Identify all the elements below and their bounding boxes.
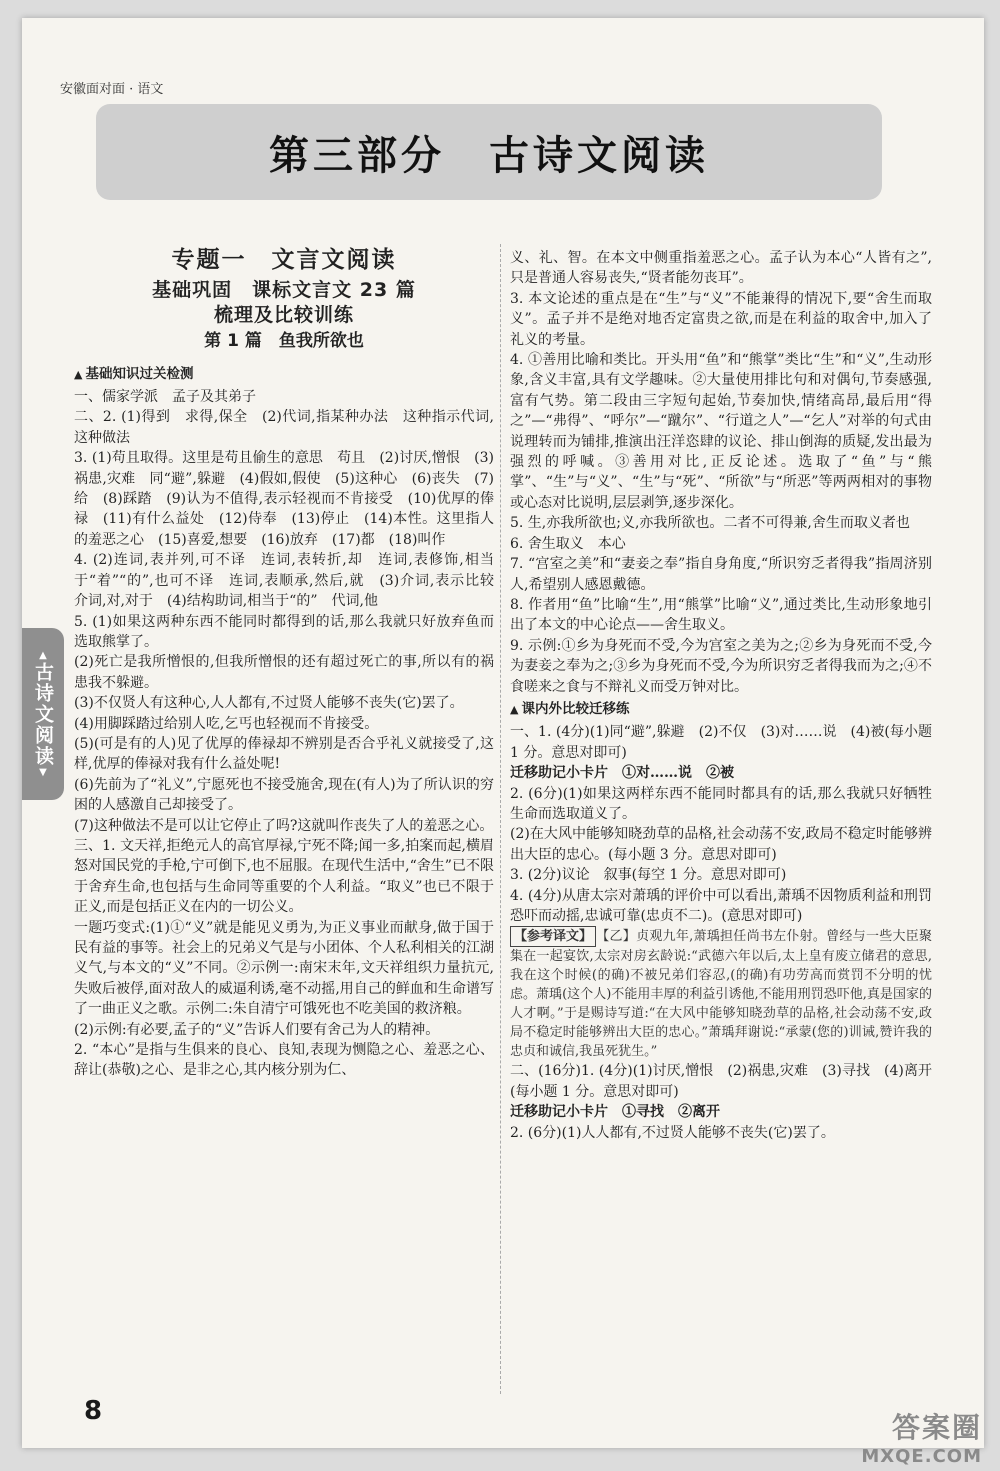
answer-line: (4)用脚踩踏过给别人吃,乞丐也轻视而不肯接受。 (74, 715, 379, 732)
answer-line: 义、礼、智。在本文中侧重指羞恶之心。孟子认为本心“人皆有之”,只是普通人容易丧失,“贤者能勿丧耳”。 (510, 250, 932, 287)
section-heading (74, 364, 494, 385)
answer-line: (2)在大风中能够知晓劲草的品格,社会动荡不安,政局不稳定时能够辨出大臣的忠心。(每小题 3 分。意思对即可) (510, 826, 932, 863)
answer-line: (2)死亡是我所憎恨的,但我所憎恨的还有超过死亡的事,所以有的祸患我不躲避。 (74, 654, 494, 691)
triangle-icon: ▲ (510, 702, 519, 716)
answer-line: (6)先前为了“礼义”,宁愿死也不接受施舍,现在(有人)为了所认识的穷困的人感激自己却接受了。 (74, 776, 494, 814)
answer-line: 3. 本文论述的重点是在“生”与“义”不能兼得的情况下,要“舍生而取义”。孟子并不是绝对地否定富贵之欲,而是在利益的取舍中,加入了礼义的考量。 (510, 290, 932, 348)
left-column (74, 247, 508, 1081)
answer-line: 6. 舍生取义 本心 (510, 535, 626, 552)
memory-card: 迁移助记小卡片 ①寻找 ②离开 (510, 1104, 720, 1121)
answer-line: (3)不仅贤人有这种心,人人都有,不过贤人能够不丧失(它)罢了。 (74, 695, 464, 712)
answer-line: 4. (2)连词,表并列,可不译 连词,表转折,却 连词,表修饰,相当于“着”“的”,也可不译 连词,表顺承,然后,就 (3)介词,表示比较 介词,对,对于 (4)结构助词,相当于“的” 代词,他 (74, 552, 508, 610)
answer-line: 2. (6分)(1)如果这两样东西不能同时都具有的话,那么我就只好牺牲生命而选取道义了。 (510, 785, 932, 822)
answer-line: 4. ①善用比喻和类比。开头用“鱼”和“熊掌”类比“生”和“义”,生动形象,含义丰富,具有文学趣味。②大量使用排比句和对偶句,节奏感强,富有气势。第二段由三字短句起始,节奏加快,情绪高昂,最后用“得之”—“弗得”、“呼尔”—“蹴尔”、“行道之人”—“乞人”对举的句式由说理转而为铺排,推演出汪洋恣肆的议论、排山倒海的质疑,发出最为强烈的呼喊。③善用对比,正反论述。选取了“鱼”与“熊掌”、“生”与“义”、“生”与“死”、“所欲”与“所恶”等两两相对的事物或心态对比说明,层层剥笋,逐步深化。 (510, 352, 932, 511)
answer-line: (7)这种做法不是可以让它停止了吗?这就叫作丧失了人的羞恶之心。 (74, 817, 494, 834)
answer-line: 8. 作者用“鱼”比喻“生”,用“熊掌”比喻“义”,通过类比,生动形象地引出了本文的中心论点——舍生取义。 (510, 596, 932, 634)
triangle-icon: ▲ (74, 367, 83, 381)
part-banner (96, 104, 882, 200)
answer-line: 3. (1)苟且取得。这里是苟且偷生的意思 苟且 (2)讨厌,憎恨 (3)祸患,灾难 同“避”,躲避 (4)假如,假使 (5)这种心 (6)丧失 (7)给 (8)踩踏 (9)认为不值得,表示轻视而不肯接受 (10)优厚的俸禄 (11)有什么益处 (12)侍奉 (13)停止 (14)本性。这里指人的羞恶之心 (15)喜爱,想要 (16)放弃 (17)都 (18)叫作 (74, 450, 494, 548)
side-tab[interactable] (22, 628, 64, 800)
right-column (510, 248, 932, 1143)
page-number: 8 (84, 1396, 103, 1426)
answer-line: 2. (6分)(1)人人都有,不过贤人能够不丧失(它)罢了。 (510, 1124, 835, 1141)
answer-line: 2. “本心”是指与生俱来的良心、良知,表现为恻隐之心、羞恶之心、辞让(恭敬)之心、是非之心,其内核分别为仁、 (74, 1042, 494, 1079)
answer-line: (5)(可是有的人)见了优厚的俸禄却不辨别是否合乎礼义就接受了,这样,优厚的俸禄对我有什么益处呢! (74, 735, 494, 773)
watermark-logo (861, 1406, 982, 1467)
answer-line: 一题巧变式:(1)①“义”就是能见义勇为,为正义事业而献身,做于国于民有益的事等。社会上的兄弟义气是与小团体、个人私利相关的江湖义气,与本文的“义”不同。②示例一:南宋末年,文天祥组织力量抗元,失败后被俘,面对敌人的威逼利诱,毫不动摇,用自己的鲜血和生命谱写了一曲正义之歌。示例二:朱自清宁可饿死也不吃美国的救济粮。 (74, 919, 494, 1018)
running-header: 安徽面对面 · 语文 (60, 82, 164, 97)
topic-heading: 专题一 文言文阅读 (171, 247, 397, 273)
answer-line: 3. (2分)议论 叙事(每空 1 分。意思对即可) (510, 867, 787, 884)
watermark-main: 答案圈 (891, 1411, 982, 1444)
watermark-url: MXQE.COM (861, 1446, 982, 1467)
answer-line: 三、1. 文天祥,拒绝元人的高官厚禄,宁死不降;闻一多,拍案而起,横眉怒对国民党的手枪,宁可倒下,也不屈服。在现代生活中,“舍生”已不限于舍弃生命,也包括与生命同等重要的个人利益。“取义”也已不限于正义,而是包括正义在内的一切公义。 (74, 837, 494, 916)
answer-line: 一、儒家学派 孟子及其弟子 (74, 389, 256, 406)
memory-card: 迁移助记小卡片 ①对……说 ②被 (510, 765, 734, 782)
answer-line: 4. (4分)从唐太宗对萧瑀的评价中可以看出,萧瑀不因物质利益和刑罚恐吓而动摇,忠诚可靠(忠贞不二)。(意思对即可) (510, 887, 932, 924)
document-page (22, 18, 984, 1448)
answer-line: 二、(16分)1. (4分)(1)讨厌,憎恨 (2)祸患,灾难 (3)寻找 (4)离开(每小题 1 分。意思对即可) (510, 1063, 932, 1100)
subtitle-2: 梳理及比较训练 (213, 303, 354, 326)
side-tab-label: 古诗文阅读 (32, 661, 54, 767)
section-label: 课内外比较迁移练 (521, 700, 630, 717)
reference-text: 【乙】贞观九年,萧瑀担任尚书左仆射。曾经与一些大臣聚集在一起宴饮,太宗对房玄龄说:“武德六年以后,太上皇有废立储君的意思,我在这个时候(的确)不被兄弟们容忍,(的确)有功劳高而赏罚不分明的忧虑。萧瑀(这个人)不能用丰厚的利益引诱他,不能用刑罚恐吓他,真是国家的人才啊。”于是赐诗写道:“在大风中能够知晓劲草的品格,社会动荡不安,政局不稳定时能够辨出大臣的忠心。”萧瑀拜谢说:“承蒙(您的)训诫,赞许我的忠贞和诚信,我虽死犹生。” (510, 929, 932, 1060)
column-divider (500, 244, 501, 1394)
answer-line: 7. “宫室之美”和“妻妾之奉”指自身角度,“所识穷乏者得我”指周济别人,希望别人感恩戴德。 (510, 556, 932, 593)
article-title: 第 1 篇 鱼我所欲也 (204, 331, 364, 352)
reference-translation (510, 926, 932, 1061)
answer-line: 二、2. (1)得到 求得,保全 (2)代词,指某种办法 这种指示代词,这种做法 (74, 409, 494, 446)
answer-line: 一、1. (4分)(1)同“避”,躲避 (2)不仅 (3)对……说 (4)被(每小题 1 分。意思对即可) (510, 724, 932, 761)
section-label: 基础知识过关检测 (85, 365, 194, 382)
section-heading (510, 699, 932, 720)
answer-line: (2)示例:有必要,孟子的“义”告诉人们要有舍己为人的精神。 (74, 1021, 440, 1038)
answer-line: 5. 生,亦我所欲也;义,亦我所欲也。二者不可得兼,舍生而取义者也 (510, 515, 910, 532)
answer-line: 9. 示例:①乡为身死而不受,今为宫室之美为之;②乡为身死而不受,今为妻妾之奉为之;③乡为身死而不受,今为所识穷乏者得我而为之;④不食嗟来之食与不辩礼义而受万钟对比。 (510, 637, 932, 695)
subtitle-1: 基础巩固 课标文言文 23 篇 (152, 279, 416, 302)
answer-line: 5. (1)如果这两种东西不能同时都得到的话,那么我就只好放弃鱼而选取熊掌了。 (74, 613, 494, 650)
down-arrow-icon: ▼ (39, 766, 47, 778)
part-title: 第三部分 古诗文阅读 (269, 132, 709, 179)
reference-label: 【参考译文】 (510, 926, 596, 947)
up-arrow-icon: ▲ (39, 649, 47, 661)
